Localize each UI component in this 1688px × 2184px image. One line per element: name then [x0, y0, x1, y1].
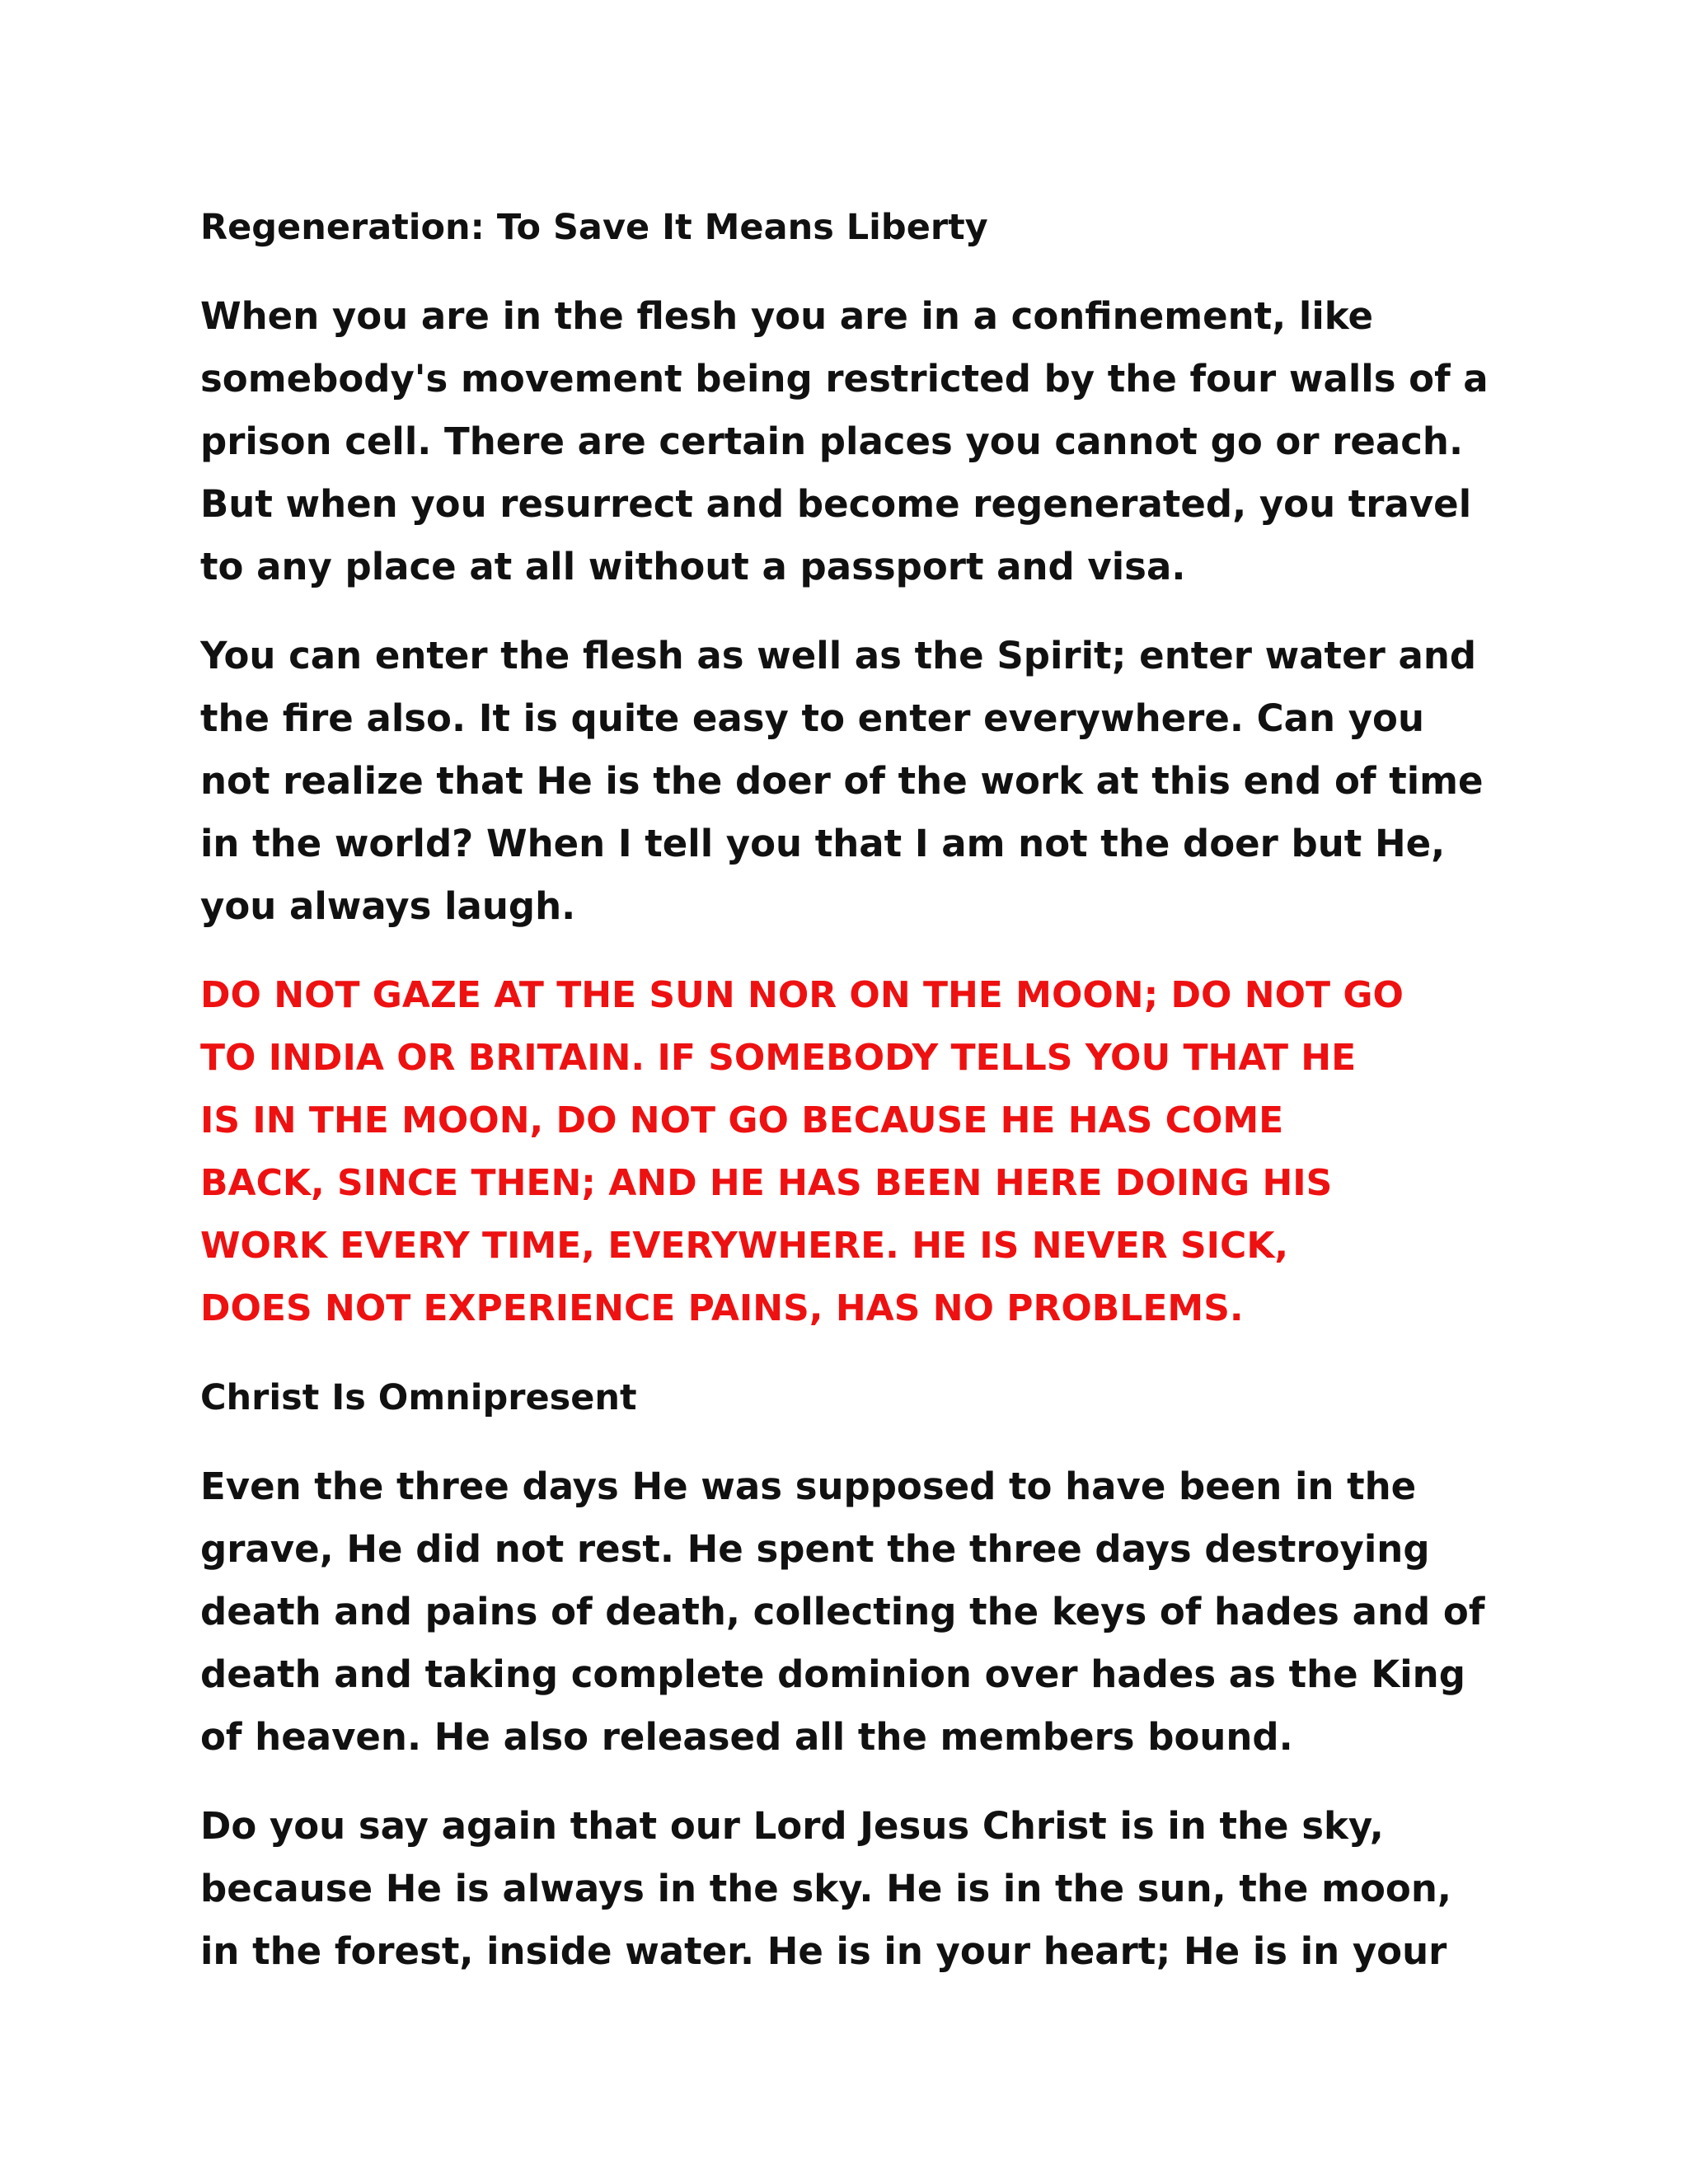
paragraph-emphasis-warning — [200, 964, 1515, 1340]
text-line: When you are in the flesh you are in a confinement, like — [200, 294, 1374, 338]
emphasis-line: TO INDIA OR BRITAIN. IF SOMEBODY TELLS YOU THAT HE — [200, 1037, 1357, 1079]
text-line: in the forest, inside water. He is in your heart; He is in your — [200, 1929, 1447, 1973]
text-line: death and taking complete dominion over hades as the King — [200, 1652, 1465, 1696]
text-line: grave, He did not rest. He spent the three days destroying — [200, 1527, 1430, 1571]
text-line: because He is always in the sky. He is in the sun, the moon, — [200, 1867, 1451, 1910]
section-heading-omnipresent: Christ Is Omnipresent — [200, 1377, 637, 1418]
text-line: prison cell. There are certain places you cannot go or reach. — [200, 419, 1464, 463]
text-line: Do you say again that our Lord Jesus Christ is in the sky, — [200, 1804, 1384, 1848]
text-line: in the world? When I tell you that I am not the doer but He, — [200, 822, 1446, 865]
text-line: death and pains of death, collecting the keys of hades and of — [200, 1590, 1485, 1633]
text-line: But when you resurrect and become regenerated, you travel — [200, 482, 1472, 526]
text-line: not realize that He is the doer of the work at this end of time — [200, 759, 1484, 803]
paragraph-in-the-sky — [200, 1795, 1515, 1983]
text-line: the fire also. It is quite easy to enter everywhere. Can you — [200, 696, 1424, 740]
paragraph-confinement — [200, 285, 1515, 598]
section-heading-regeneration: Regeneration: To Save It Means Liberty — [200, 207, 988, 248]
emphasis-line: DO NOT GAZE AT THE SUN NOR ON THE MOON; DO NOT GO — [200, 974, 1404, 1016]
paragraph-three-days — [200, 1455, 1515, 1769]
paragraph-enter-flesh — [200, 625, 1515, 938]
text-line: to any place at all without a passport and visa. — [200, 545, 1186, 588]
text-line: of heaven. He also released all the members bound. — [200, 1715, 1293, 1759]
emphasis-line: IS IN THE MOON, DO NOT GO BECAUSE HE HAS COME — [200, 1099, 1284, 1141]
document-body — [200, 196, 1515, 2009]
emphasis-line: DOES NOT EXPERIENCE PAINS, HAS NO PROBLEMS. — [200, 1287, 1244, 1329]
emphasis-line: BACK, SINCE THEN; AND HE HAS BEEN HERE DOING HIS — [200, 1162, 1333, 1204]
text-line: You can enter the flesh as well as the Spirit; enter water and — [200, 634, 1477, 677]
text-line: you always laugh. — [200, 884, 576, 928]
text-line: somebody's movement being restricted by the four walls of a — [200, 357, 1489, 401]
text-line: Even the three days He was supposed to have been in the — [200, 1465, 1417, 1508]
emphasis-line: WORK EVERY TIME, EVERYWHERE. HE IS NEVER SICK, — [200, 1225, 1289, 1267]
